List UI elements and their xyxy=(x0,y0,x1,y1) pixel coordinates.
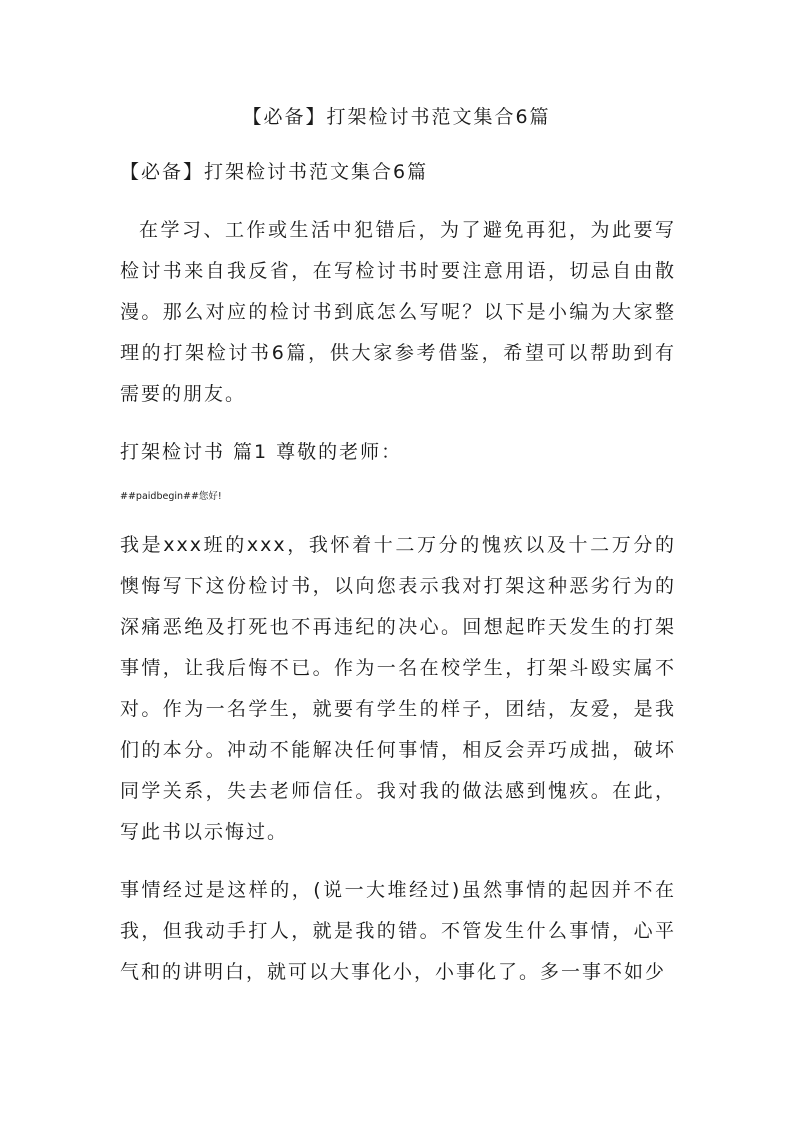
paid-marker-line: ##paidbegin##您好! xyxy=(120,491,222,502)
document-title: 【必备】打架检讨书范文集合6篇 xyxy=(242,106,551,128)
body-paragraph-1: 我是xxx班的xxx，我怀着十二万分的愧疚以及十二万分的懊悔写下这份检讨书，以向您表示我对打架这种恶劣行为的深痛恶绝及打死也不再违纪的决心。回想起昨天发生的打架事情，让我后悔不已。作为一名在校学生，打架斗殴实属不对。作为一名学生，就要有学生的样子，团结，友爱，是我们的本分。冲动不能解决任何事情，相反会弄巧成拙，破坏同学关系，失去老师信任。我对我的做法感到愧疚。在此，写此书以示悔过。 xyxy=(120,534,676,843)
body-paragraph-2: 事情经过是这样的，(说一大堆经过)虽然事情的起因并不在我，但我动手打人，就是我的错。不管发生什么事情，心平气和的讲明白，就可以大事化小，小事化了。多一事不如少 xyxy=(120,879,676,983)
document-subtitle: 【必备】打架检讨书范文集合6篇 xyxy=(120,161,429,183)
intro-paragraph: 在学习、工作或生活中犯错后，为了避免再犯，为此要写检讨书来自我反省，在写检讨书时要注意用语，切忌自由散漫。那么对应的检讨书到底怎么写呢？以下是小编为大家整理的打架检讨书6篇，供大家参考借鉴，希望可以帮助到有需要的朋友。 xyxy=(120,219,676,405)
section-heading: 打架检讨书 篇1 尊敬的老师： xyxy=(120,441,403,463)
